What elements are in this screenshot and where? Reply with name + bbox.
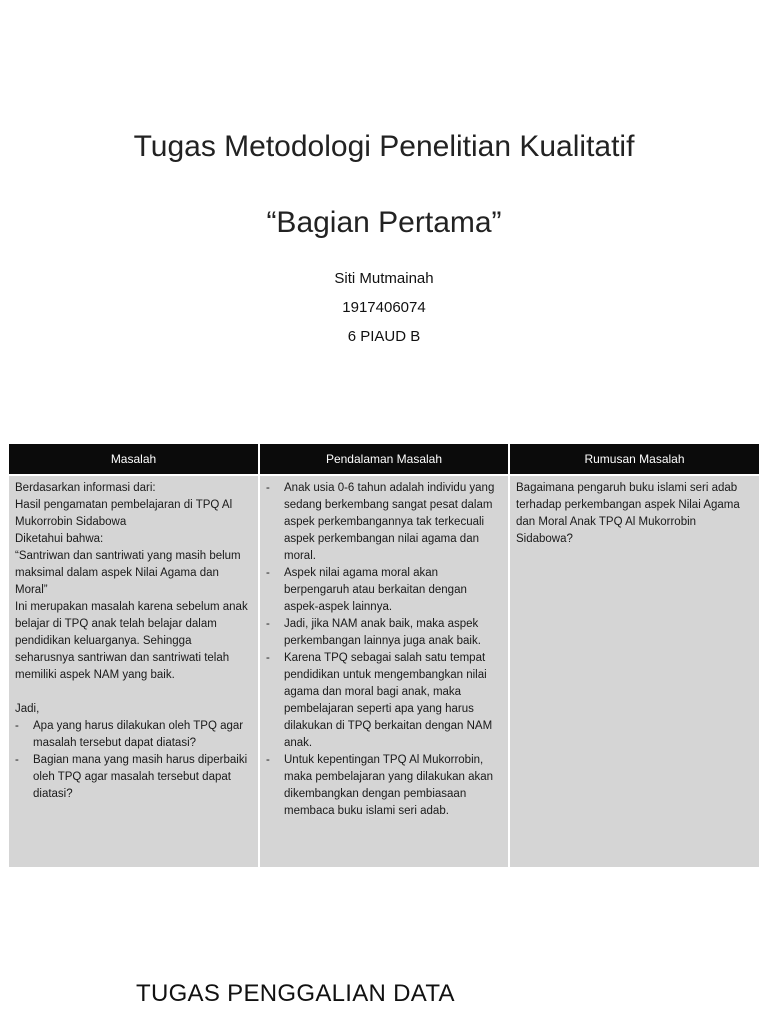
author-name: Siti Mutmainah (334, 270, 434, 287)
list-item: - Jadi, jika NAM anak baik, maka aspek perkembangan lainnya juga anak baik. (266, 616, 502, 650)
class-name: 6 PIAUD B (347, 328, 421, 345)
table-header-row (9, 444, 759, 475)
list-item: - Anak usia 0-6 tahun adalah individu yang sedang berkembang sangat pesat dalam aspek perkembangannya tak terkecuali aspek perkembangan nilai agama dan moral. (266, 480, 502, 565)
next-slide-title: TUGAS PENGGALIAN DATA (136, 980, 455, 1007)
list-item: - Bagian mana yang masih harus diperbaiki oleh TPQ agar masalah tersebut dapat diatasi? (15, 752, 252, 803)
masalah-line: Hasil pengamatan pembelajaran di TPQ Al Mukorrobin Sidabowa (15, 499, 233, 528)
table-row (9, 475, 759, 867)
masalah-line: “Santriwan dan santriwati yang masih belum maksimal dalam aspek Nilai Agama dan Moral” (15, 550, 241, 596)
masalah-line: Diketahui bahwa: (15, 533, 104, 545)
slide-title: Tugas Metodologi Penelitian Kualitatif (133, 130, 635, 163)
problem-table (9, 444, 759, 867)
rumusan-text: Bagaimana pengaruh buku islami seri adab terhadap perkembangan aspek Nilai Agama dan Moral Anak TPQ Al Mukorrobin Sidabowa? (516, 482, 740, 545)
list-item: - Untuk kepentingan TPQ Al Mukorrobin, maka pembelajaran yang dilakukan akan dikembangkan dengan pembiasaan membaca buku islami seri adab. (266, 752, 502, 820)
cell-rumusan (509, 475, 759, 867)
author-info (0, 264, 768, 351)
masalah-questions (15, 718, 252, 803)
header-pendalaman: Pendalaman Masalah (259, 444, 509, 475)
slide-subtitle: “Bagian Pertama” (266, 206, 502, 239)
list-item: - Apa yang harus dilakukan oleh TPQ agar masalah tersebut dapat diatasi? (15, 718, 252, 752)
masalah-jadi: Jadi, (15, 703, 40, 715)
masalah-line: Berdasarkan informasi dari: (15, 482, 156, 494)
list-item: - Aspek nilai agama moral akan berpengaruh atau berkaitan dengan aspek-aspek lainnya. (266, 565, 502, 616)
cell-pendalaman (259, 475, 509, 867)
header-masalah: Masalah (9, 444, 259, 475)
student-id: 1917406074 (342, 299, 426, 316)
pendalaman-list (266, 480, 502, 820)
list-item: - Karena TPQ sebagai salah satu tempat pendidikan untuk mengembangkan nilai agama dan moral bagi anak, maka pembelajaran seperti apa yang harus dilakukan di TPQ berkaitan dengan NAM anak. (266, 650, 502, 752)
header-rumusan: Rumusan Masalah (509, 444, 759, 475)
masalah-line: Ini merupakan masalah karena sebelum anak belajar di TPQ anak telah belajar dalam pendidikan keluarganya. Sehingga seharusnya santriwan dan santriwati telah memiliki aspek NAM yang baik. (15, 601, 248, 681)
cell-masalah (9, 475, 259, 867)
